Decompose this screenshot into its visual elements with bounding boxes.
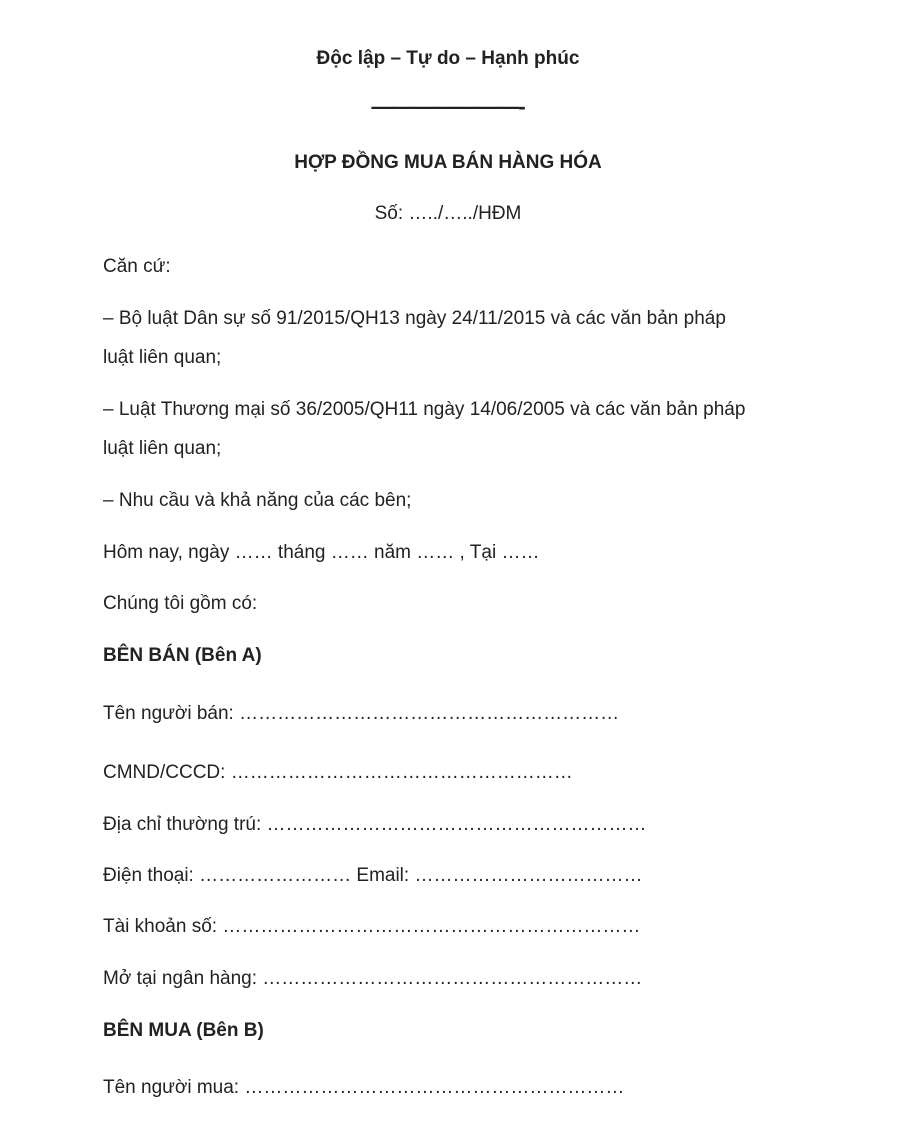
needs-line: – Nhu cầu và khả năng của các bên; <box>103 490 412 511</box>
civil-code-line-2: luật liên quan; <box>103 347 222 368</box>
contract-title: HỢP ĐỒNG MUA BÁN HÀNG HÓA <box>294 152 602 173</box>
commercial-law-line-2: luật liên quan; <box>103 438 222 459</box>
seller-id-field: CMND/CCCD: ……………………………………………… <box>103 762 573 783</box>
national-motto: Độc lập – Tự do – Hạnh phúc <box>316 48 580 69</box>
basis-label: Căn cứ: <box>103 256 171 277</box>
seller-phone-email-field: Điện thoại: …………………… Email: ……………………………… <box>103 865 643 886</box>
buyer-name-field: Tên người mua: …………………………………………………… <box>103 1077 625 1098</box>
seller-address-field: Địa chỉ thường trú: …………………………………………………… <box>103 814 647 835</box>
commercial-law-line-1: – Luật Thương mại số 36/2005/QH11 ngày 14/06/2005 và các văn bản pháp <box>103 399 746 420</box>
buyer-heading: BÊN MUA (Bên B) <box>103 1020 264 1041</box>
seller-bank-field: Mở tại ngân hàng: …………………………………………………… <box>103 968 643 989</box>
contract-number: Số: …../…../HĐM <box>374 203 522 224</box>
seller-heading: BÊN BÁN (Bên A) <box>103 645 262 666</box>
civil-code-line-1: – Bộ luật Dân sự số 91/2015/QH13 ngày 24/11/2015 và các văn bản pháp <box>103 308 726 329</box>
header-divider: ———————- <box>371 94 525 119</box>
date-line: Hôm nay, ngày …… tháng …… năm …… , Tại …… <box>103 542 540 563</box>
seller-account-field: Tài khoản số: ………………………………………………………… <box>103 916 641 937</box>
parties-intro: Chúng tôi gồm có: <box>103 593 258 614</box>
seller-name-field: Tên người bán: …………………………………………………… <box>103 703 620 724</box>
